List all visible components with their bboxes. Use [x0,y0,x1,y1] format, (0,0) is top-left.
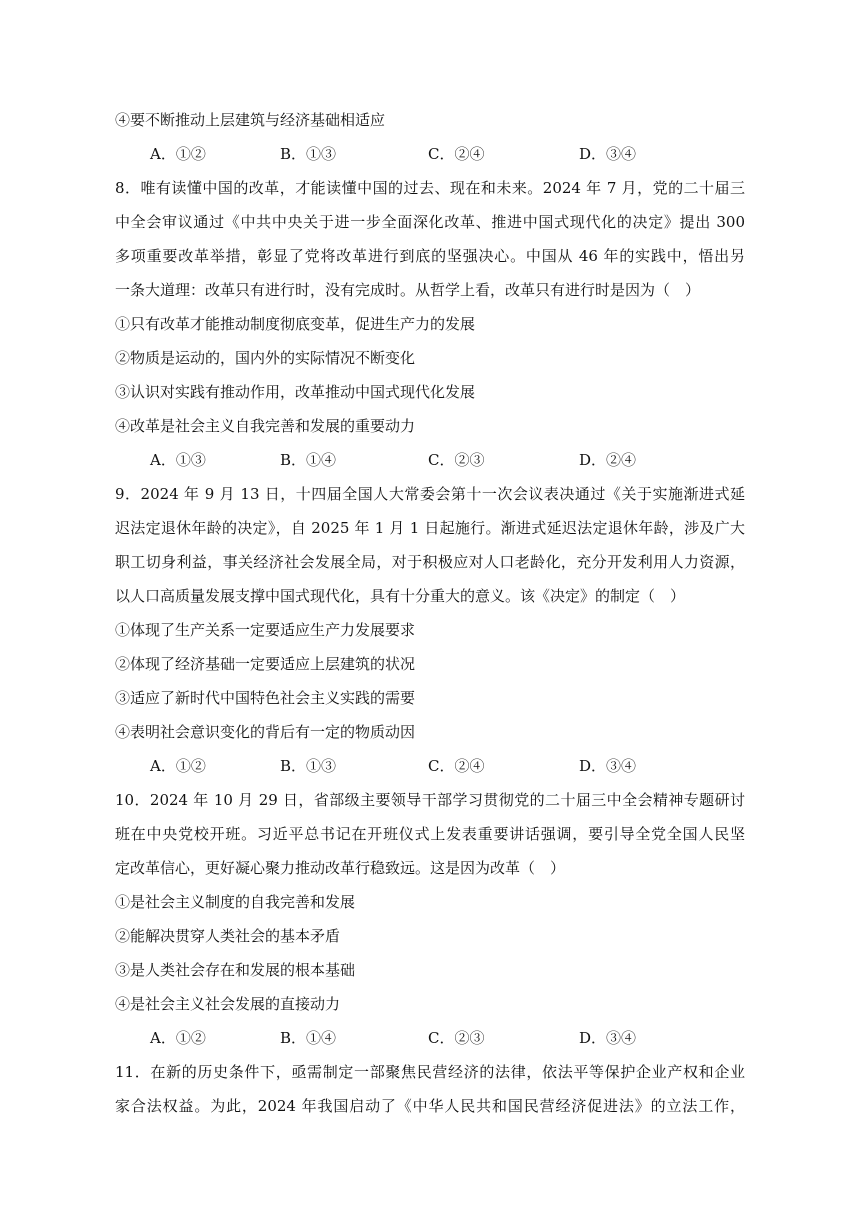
q9-item-4: ④表明社会意识变化的背后有一定的物质动因 [115,723,416,741]
q10-item-3: ③是人类社会存在和发展的根本基础 [115,961,356,979]
q8-option-d[interactable]: D．②④ [579,451,637,469]
q9-stem-line: 迟法定退休年龄的决定》，自 2025 年 1 月 1 日起施行。渐进式延迟法定退休年龄，涉及广大 [115,519,745,537]
q7-option-d[interactable]: D．③④ [579,145,637,163]
q7-option-a[interactable]: A．①② [150,145,206,163]
q9-option-a[interactable]: A．①② [150,757,206,775]
q10-stem-line: 班在中央党校开班。习近平总书记在开班仪式上发表重要讲话强调，要引导全党全国人民坚 [115,825,745,843]
q10-item-1: ①是社会主义制度的自我完善和发展 [115,893,356,911]
q10-option-d[interactable]: D．③④ [579,1029,637,1047]
q10-option-b[interactable]: B．①④ [280,1029,337,1047]
q9-item-3: ③适应了新时代中国特色社会主义实践的需要 [115,689,416,707]
q9-stem-line: 9．2024 年 9 月 13 日，十四届全国人大常委会第十一次会议表决通过《关于实施渐进式延 [115,485,745,503]
q9-option-d[interactable]: D．③④ [579,757,637,775]
q8-stem-line: 多项重要改革举措，彰显了党将改革进行到底的坚强决心。中国从 46 年的实践中，悟出另 [115,247,745,265]
q10-stem-line: 10．2024 年 10 月 29 日，省部级主要领导干部学习贯彻党的二十届三中全会精神专题研讨 [115,791,745,809]
q10-item-2: ②能解决贯穿人类社会的基本矛盾 [115,927,341,945]
q8-option-a[interactable]: A．①③ [150,451,206,469]
q9-option-b[interactable]: B．①③ [280,757,337,775]
q11-stem-line: 11．在新的历史条件下，亟需制定一部聚焦民营经济的法律，依法平等保护企业产权和企业 [115,1063,745,1081]
q9-stem-line: 职工切身利益，事关经济社会发展全局，对于积极应对人口老龄化，充分开发利用人力资源， [115,553,745,571]
q9-option-c[interactable]: C．②④ [428,757,485,775]
q10-option-a[interactable]: A．①② [150,1029,206,1047]
q9-item-2: ②体现了经济基础一定要适应上层建筑的状况 [115,655,416,673]
q7-option-c[interactable]: C．②④ [428,145,485,163]
q8-item-1: ①只有改革才能推动制度彻底变革，促进生产力的发展 [115,315,476,333]
q9-stem-line: 以人口高质量发展支撑中国式现代化，具有十分重大的意义。该《决定》的制定（ ） [115,587,686,605]
q10-stem-line: 定改革信心，更好凝心聚力推动改革行稳致远。这是因为改革（ ） [115,859,566,877]
q11-stem-line: 家合法权益。为此，2024 年我国启动了《中华人民共和国民营经济促进法》的立法工作， [115,1097,745,1115]
q7-item-4: ④要不断推动上层建筑与经济基础相适应 [115,111,386,129]
q8-item-4: ④改革是社会主义自我完善和发展的重要动力 [115,417,416,435]
q8-option-b[interactable]: B．①④ [280,451,337,469]
q8-item-2: ②物质是运动的，国内外的实际情况不断变化 [115,349,416,367]
q8-stem-line: 8．唯有读懂中国的改革，才能读懂中国的过去、现在和未来。2024 年 7 月，党的二十届三 [115,179,745,197]
q10-item-4: ④是社会主义社会发展的直接动力 [115,995,341,1013]
q7-option-b[interactable]: B．①③ [280,145,337,163]
q10-option-c[interactable]: C．②③ [428,1029,485,1047]
q9-item-1: ①体现了生产关系一定要适应生产力发展要求 [115,621,416,639]
q8-stem-line: 中全会审议通过《中共中央关于进一步全面深化改革、推进中国式现代化的决定》提出 300 [115,213,745,231]
q8-item-3: ③认识对实践有推动作用，改革推动中国式现代化发展 [115,383,476,401]
q8-stem-line: 一条大道理：改革只有进行时，没有完成时。从哲学上看，改革只有进行时是因为（ ） [115,281,701,299]
q8-option-c[interactable]: C．②③ [428,451,485,469]
